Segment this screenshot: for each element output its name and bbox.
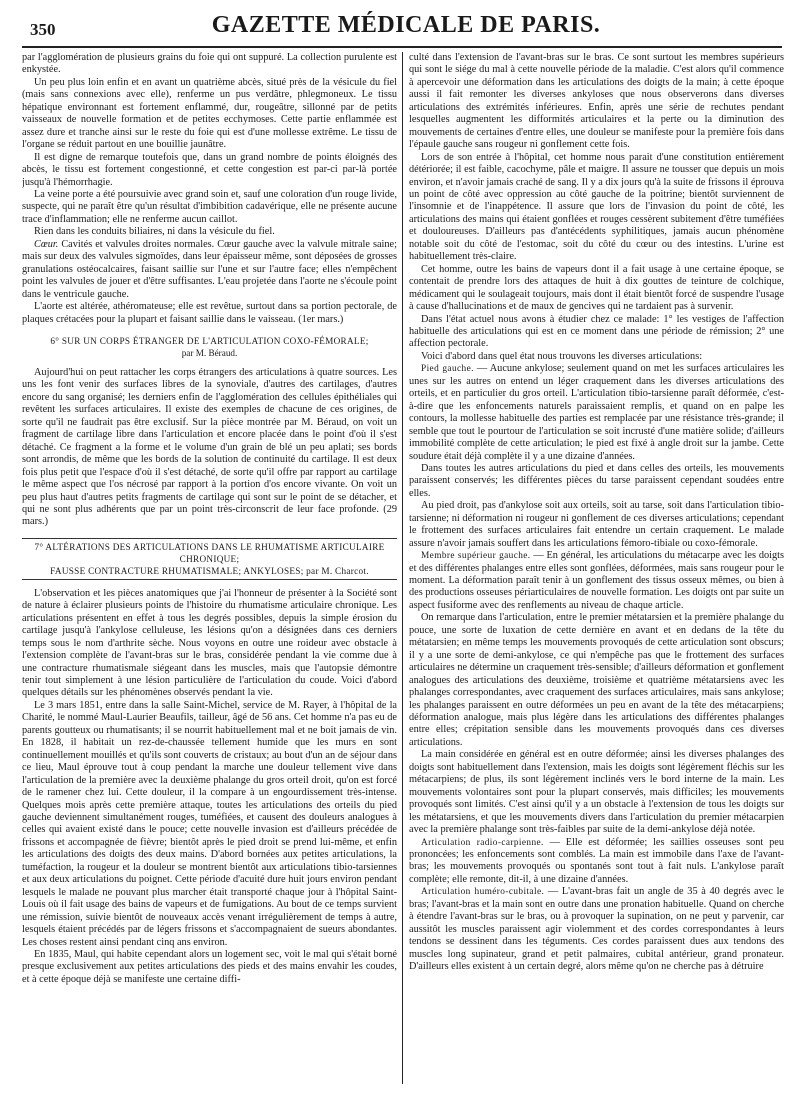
paragraph: La main considérée en général est en outre déformée; ainsi les diverses phalanges des doigts sont habituellement dans l'extension, mais les doigts sont légèrement fléchis sur les métacarpiens; de plus, ils sont légèrement inclinés vers le bord interne de la main. Les mouvements volontaires sont pour la plupart conservés, mais difficiles; les mouvements provoqués sont limités. C'est ainsi qu'il y a un obstacle à l'extension de tous les doigts sur les métatarsiens, et que les mouvements divers dans l'articulation du premier métacarpien avec la première phalange sont très-faibles par suite de la demi-ankylose déjà notée. xyxy=(409,749,784,836)
paragraph: Cet homme, outre les bains de vapeurs dont il a fait usage à une certaine époque, se contentait de prendre lors des attaques de huit à dix gouttes de teinture de colchique, médicament qui le soulageait toujours, mais dont il était bientôt forcé de suspendre l'usage à cause d'hallucinations et de maux de gencives qui ne tardaient pas à survenir. xyxy=(409,263,784,313)
section-7-subheading: FAUSSE CONTRACTURE RHUMATISMALE; ANKYLOSES; par M. Charcot. xyxy=(50,565,369,576)
paragraph xyxy=(409,837,784,887)
paragraph: Un peu plus loin enfin et en avant un quatrième abcès, situé près de la vésicule du fiel (mais sans connexions avec elle), renferme un pus verdâtre, phlegmoneux. Le tissu hépatique environnant est fortement enflammé, dur, rougeâtre, sillonné par de petits vaisseaux de nouvelle formation et de petites ecchymoses. Cette partie enflammée est assez dure et tranche ainsi sur le reste du foie qui est d'une mollesse extrême. Le tissu de l'organe se réduit partout en une bouillie jaunâtre. xyxy=(22,76,397,151)
section-6-author: par M. Béraud. xyxy=(181,347,238,358)
section-7-heading: 7° ALTÉRATIONS DES ARTICULATIONS DANS LE RHUMATISME ARTICULAIRE CHRONIQUE; xyxy=(34,541,385,564)
paragraph: L'aorte est altérée, athéromateuse; elle est revêtue, surtout dans sa portion pectorale, de plaques crétacées pour la plupart et faisant saillie dans le vaisseau. (1er mars.) xyxy=(22,301,397,325)
paragraph: Au pied droit, pas d'ankylose soit aux orteils, soit au tarse, soit dans l'articulation tibio-tarsienne; ni déformation ni rougeur ni gonflement de ces diverses articulations; cependant le frottement des surfaces articulaires fait entendre un certain craquement. Le malade assure n'avoir jamais souffert dans les articulations fémoro-tibiale ou coxo-fémorale. xyxy=(409,500,784,549)
paragraph: culté dans l'extension de l'avant-bras sur le bras. Ce sont surtout les membres supérieurs qui sont le siége du mal à cette nouvelle période de la maladie. C'est alors qu'il commence à apercevoir une déformation dans les articulations des doigts de la main; à cette époque aussi il fait remonter les diverses ankyloses que nous observerons dans diverses articulations des extrémités inférieures. Enfin, après une série de rechutes pendant lesquelles augmentent les difformités articulaires et la perte ou la diminution des mouvements de certaines d'entre elles, une douleur se manifeste pour la première fois dans l'épaule gauche sans rougeur ni gonflement cette fois. xyxy=(409,52,784,151)
right-column xyxy=(409,52,784,1084)
paragraph-text: Cavités et valvules droites normales. Cœur gauche avec la valvule mitrale saine; mais sur deux des valvules sigmoïdes, dans leur épaisseur même, sont déposées de grosses granulations ostéocalcaires, faisant saillie sur l'une et sur l'autre face; elles n'empêchent point les valvules de jouer et d'être suffisantes. L'eau projetée dans l'aorte ne s'écoule point dans le ventricule gauche. xyxy=(22,238,397,300)
paragraph: Dans l'état actuel nous avons à étudier chez ce malade: 1° les vestiges de l'affection habituelle des articulations qui est en ce moment dans une période de rémission; 2° une affection pectorale. xyxy=(409,313,784,350)
paragraph: L'observation et les pièces anatomiques que j'ai l'honneur de présenter à la Société sont de nature à éclairer plusieurs points de l'histoire du rhumatisme articulaire chronique. Les articulations présentent en effet à tous les degrés possibles, depuis la simple érosion du cartilage jusqu'à l'ankylose celluleuse, les lésions qu'on a désignées dans ces derniers temps sous le nom d'arthrite sèche. Nous voyons en outre une roideur avec obstacle à l'extension complète de l'avant-bras sur le bras, considérée pendant la vie comme due à une contracture rhumatismale siégeant dans les muscles, mais que l'autopsie démontre tenir tout simplement à une lésion particulière de l'articulation du coude. Voici d'abord quelques détails sur les phénomènes observés pendant la vie. xyxy=(22,587,397,699)
paragraph: par l'agglomération de plusieurs grains du foie qui ont suppuré. La collection purulente est enkystée. xyxy=(22,52,397,76)
column-separator xyxy=(402,52,403,1084)
section-6-title xyxy=(22,335,397,359)
paragraph: En 1835, Maul, qui habite cependant alors un logement sec, voit le mal qui s'était borné presque exclusivement aux petites articulations des pieds et des mains envahir les coudes, et à cette époque déjà se manifeste une certaine diffi- xyxy=(22,949,397,985)
paragraph-text: — Elle est déformée; les saillies osseuses sont peu prononcées; les enfoncements sont comblés. La main est immobile dans l'axe de l'avant-bras; les mouvements provoqués ou spontanés sont tout à fait nuls. L'ankylose paraît complète; elle remonte, dit-il, à une dizaine d'années. xyxy=(409,836,784,885)
paragraph: Il est digne de remarque toutefois que, dans un grand nombre de points éloignés des abcès, le tissu est fortement congestionné, et cette congestion est par-ci par-là portée jusqu'à l'hémorrhagie. xyxy=(22,151,397,188)
paragraph: Le 3 mars 1851, entre dans la salle Saint-Michel, service de M. Rayer, à l'hôpital de la Charité, le nommé Maul-Laurier Beaufils, tailleur, âgé de 56 ans. Cet homme n'a pas eu de parents goutteux ou rhumatisants; il se nourrit habituellement mal et ne boit jamais de vin. En 1828, il habitait un rez-de-chaussée tellement humide que les murs en sont continuellement mouillés et qu'ils sont couverts de cristaux; au bout d'un an de séjour dans ce lieu, Maul éprouve tout à coup pendant la marche une douleur tellement vive dans l'articulation de la première avec la deuxième phalange du gros orteil droit, qu'on est forcé de le ramener chez lui. Cette douleur, il la compare à un engourdissement très-intense. Quelques mois après cette première attaque, toutes les articulations des orteils du pied gauche deviennent simultanément rouges, tuméfiées, et causent des douleurs analogues à celles qui avaient existé dans le pouce; cette nouvelle invasion est d'ailleurs précédée de frissons et accompagnée de fièvre; bientôt après le pied droit se prend lui-même, et enfin les articulations des doigts des deux mains. D'abord bornées aux petites articulations, la tuméfaction, la rougeur et la douleur se montrent bientôt aux articulations tibio-tarsiennes et aux deux articulations du poignet. Cette période d'acuité dure huit jours environ pendant lesquels le malade ne pouvant plus marcher était transporté chaque jour à l'hôpital Saint-Louis où il fait usage des bains de vapeurs et de fumigations. Au bout de ce temps survient une rémission, suivie bientôt de nouveaux accès venant irrégulièrement de temps à autre, lesquels étaient précédés par de légers frissons et s'accompagnaient de sueurs abondantes. Les choses restent ainsi pendant cinq ans environ. xyxy=(22,699,397,948)
paragraph: Dans toutes les autres articulations du pied et dans celles des orteils, les mouvements paraissent conservés; les différentes pièces du tarse paraissent cependant soudées entre elles. xyxy=(409,462,784,499)
paragraph-text: — En général, les articulations du métacarpe avec les doigts et des différentes phalanges entre elles sont gonflées, déformées, mais sans rougeur pour le moment. La déformation paraît tenir à un gonflement des tissus osseux mêmes, ou bien à des productions osseuses périarticulaires de nouvelle formation. Les doigts ont par suite un aspect fusiforme avec des renflements au niveau de chaque article. xyxy=(409,550,784,611)
paragraph: La veine porte a été poursuivie avec grand soin et, sauf une coloration d'un rouge livide, suspecte, qui ne paraît être qu'un résultat d'imbibition cadavérique, elle ne présente aucune trace d'inflammation; elle ne renferme aucun caillot. xyxy=(22,188,397,225)
section-6-heading: 6° SUR UN CORPS ÉTRANGER DE L'ARTICULATION COXO-FÉMORALE; xyxy=(50,335,369,346)
page-header xyxy=(22,6,790,46)
paragraph-text: — Aucune ankylose; seulement quand on met les surfaces articulaires les unes sur les autres on entend un léger craquement dans les diverses articulations des orteils, et en particulier du gros orteil. L'articulation tibio-tarsienne paraît déformée, c'est-à-dire que les enfoncements naturels paraissaient remplis, et quand on en palpe les contours, la mollesse habituelle des parties est remplacée par une résistance très-grande; il semble que tout le pourtour de l'articulation se soit incrusté d'une matière solide; d'ailleurs immobilité complète de cette articulation; le pied est fixé à angle droit sur la jambe. Cette soudure était déjà complète il y a une dizaine d'années. xyxy=(409,363,784,462)
paragraph: Rien dans les conduits biliaires, ni dans la vésicule du fiel. xyxy=(34,226,275,238)
paragraph xyxy=(409,363,784,463)
paragraph xyxy=(409,886,784,973)
header-rule xyxy=(22,46,782,48)
paragraph: Aujourd'hui on peut rattacher les corps étrangers des articulations à quatre sources. Les uns les font venir des surfaces libres de la synoviale, d'autres des cartilages, d'autres encore du sang organisé; les derniers enfin de l'agglomération des cellules épithéliales qui revêtent les surfaces articulaires. Il existe des exemples de chacune de ces origines, de sorte qu'il ne faudrait pas être exclusif. Sur la pièce montrée par M. Béraud, on voit un fragment de cartilage libre dans l'articulation et encore placée dans le point d'où il s'est détaché. Ce fragment a la forme et le volume d'un grain de blé un peu aplati; ses bords sont arrondis, de même que les bords de la solution de continuité du cartilage. Il est deux fois plus petit que l'espace d'où il s'est détaché, de sorte qu'il offre par rapport au cartilage le même aspect que l'os nécrosé par rapport à la portion d'os encore vivante. On voit un peu plus haut d'autres petits fragments de cartilage qui sont sur le point de se détacher, et qui ne sont plus adhérents que par un point très-circonscrit de leur face profonde. (29 mars.) xyxy=(22,366,397,528)
paragraph: On remarque dans l'articulation, entre le premier métatarsien et la première phalange du pouce, une sorte de luxation de cette dernière en avant et en dedans de la tête du métatarsien; en même temps les mouvements provoqués de cette articulation sont obscurs; il y a une sorte de demi-ankylose, ce qui n'empêche pas que le frottement des surfaces articulaires ne détermine un craquement très-sensible; d'ailleurs déformation et gonflement analogues des articulations des deuxième, troisième et quatrième métatarsiens avec les phalanges correspondantes, avec craquement des surfaces articulaires, mais sans ankylose; les phalanges paraissent en outre déformées un peu en avant de la tête des métacarpiens; déformation analogue, mais plus légère dans les articulations des différentes phalanges entre elles; crépitation sensible dans les mouvements provoqués dans ces diverses articulations. xyxy=(409,612,784,748)
paragraph xyxy=(22,239,397,301)
left-column xyxy=(22,52,397,1084)
paragraph-text: — L'avant-bras fait un angle de 35 à 40 degrés avec le bras; l'avant-bras et la main sont en outre dans une pronation habituelle. Quand on cherche à étendre l'avant-bras sur le bras, ou à provoquer la supination, on ne peut y parvenir, car aussitôt les muscles paraissent agir violemment et des cordes correspondantes à leurs tendons se dessinent dans les téguments. Ces cordes paraissent dues aux tendons des muscles long supinateur, grand et petit palmaires, cubital antérieur, grand pronateur. D'ailleurs elles existent à un certain degré, alors même qu'on ne cherche pas à détruire xyxy=(409,886,784,973)
section-7-title xyxy=(22,538,397,580)
subsection-head: Articulation radio-carpienne. xyxy=(421,837,544,848)
subsection-head: Membre supérieur gauche. xyxy=(421,551,531,562)
paragraph xyxy=(409,550,784,612)
page-number: 350 xyxy=(30,20,56,39)
subsection-head: Pied gauche. xyxy=(421,364,474,375)
paragraph: Lors de son entrée à l'hôpital, cet homme nous parait d'une constitution entièrement détériorée; il est faible, cacochyme, pâle et maigre. Il assure ne tousser que depuis un mois environ, et n'avoir jamais craché de sang. Il y a dix jours qu'à la suite de frissons il éprouva un point de côté avec oppression au côté gauche de la poitrine; bientôt surviennent de l'insomnie et de l'inappétence. Il assure que lors de l'invasion du point de côté, les articulations des mains qui étaient gonflées et rouges cessèrent subitement d'être tuméfiées et douloureuses. D'ailleurs pas d'antécédents syphilitiques, jamais aucun phénomène notable soit du côté de l'estomac, soit du côté du cœur ou des intestins. L'urine est habituellement très-claire. xyxy=(409,151,784,263)
subsection-head: Articulation huméro-cubitale. xyxy=(421,887,545,898)
paragraph: Voici d'abord dans quel état nous trouvons les diverses articulations: xyxy=(421,350,703,362)
journal-title: GAZETTE MÉDICALE DE PARIS. xyxy=(211,12,601,38)
paragraph-lead: Cœur. xyxy=(34,238,59,250)
